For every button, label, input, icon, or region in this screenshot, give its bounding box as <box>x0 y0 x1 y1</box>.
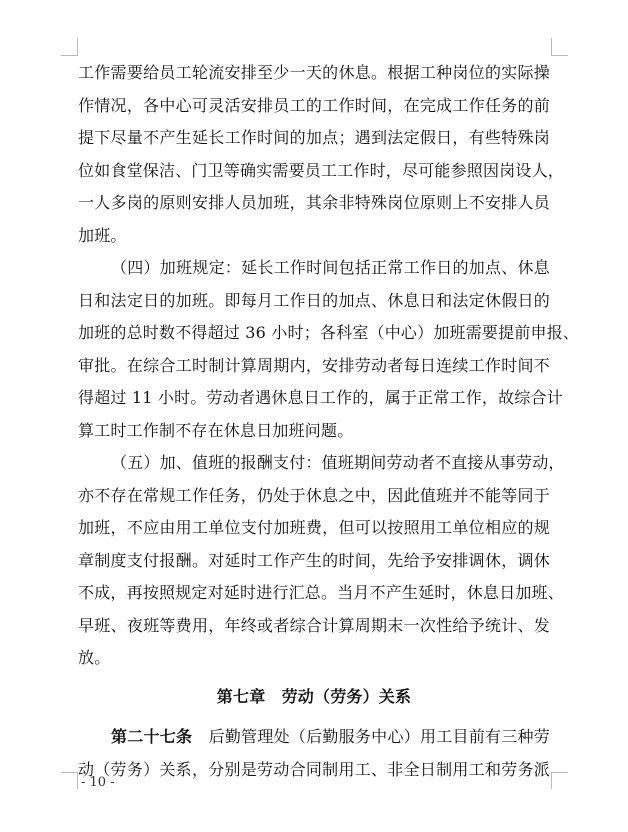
crop-mark-top-left-h <box>61 55 78 56</box>
page-number: - 10 - <box>81 775 115 790</box>
text-line <box>78 721 550 754</box>
text-line: 位如食堂保洁、门卫等确实需要员工工作时，尽可能参照因岗设人， <box>78 160 565 180</box>
article-label: 第二十七条 <box>111 727 193 746</box>
text-line: 日和法定日的加班。即每月工作日的加点、休息日和法定休假日的 <box>78 290 550 310</box>
paragraph-duty-payment <box>78 447 565 675</box>
crop-mark-bottom-right-h <box>551 772 568 773</box>
text-line: 亦不存在常规工作任务，仍处于休息之中，因此值班并不能等同于 <box>78 485 550 505</box>
text-line: 得超过 11 小时。劳动者遇休息日工作的，属于正常工作，故综合计 <box>78 388 563 407</box>
text-line: 算工时工作制不存在休息日加班问题。 <box>78 420 354 440</box>
text-line: 作情况，各中心可灵活安排员工的工作时间，在完成工作任务的前 <box>78 95 550 115</box>
text-line: （四）加班规定：延长工作时间包括正常工作日的加点、休息 <box>111 258 550 277</box>
text-line: 放。 <box>78 648 111 667</box>
text-line: （五）加、值班的报酬支付：值班期间劳动者不直接从事劳动， <box>111 453 565 472</box>
text-line: 加班。 <box>78 225 127 245</box>
crop-mark-bottom-right-v <box>551 772 552 789</box>
crop-mark-top-right-v <box>551 38 552 55</box>
article-text: 后勤管理处（后勤服务中心）用工目前有三种劳 <box>192 727 550 746</box>
chapter-title: 第七章 劳动（劳务）关系 <box>216 686 412 706</box>
text-line: 章制度支付报酬。对延时工作产生的时间，先给予安排调休，调休 <box>78 550 550 570</box>
crop-mark-top-right-h <box>551 55 568 56</box>
crop-mark-bottom-left-h <box>61 772 78 773</box>
text-line: 工作需要给员工轮流安排至少一天的休息。根据工种岗位的实际操 <box>78 63 550 82</box>
text-line: 审批。在综合工时制计算周期内，安排劳动者每日连续工作时间不 <box>78 355 550 375</box>
text-line: 加班的总时数不得超过 36 小时；各科室（中心）加班需要提前申报、 <box>78 323 580 342</box>
text-line: 提下尽量不产生延长工作时间的加点；遇到法定假日，有些特殊岗 <box>78 128 550 147</box>
text-line: 早班、夜班等费用，年终或者综合计算周期末一次性给予统计、发 <box>78 615 550 635</box>
text-line: 加班，不应由用工单位支付加班费，但可以按照用工单位相应的规 <box>78 518 550 537</box>
text-line: 一人多岗的原则安排人员加班，其余非特殊岗位原则上不安排人员 <box>78 193 550 212</box>
article-27 <box>78 721 550 786</box>
text-line: 动（劳务）关系，分别是劳动合同制用工、非全日制用工和劳务派 <box>78 759 550 779</box>
paragraph-rest-schedule <box>78 57 565 252</box>
text-line: 不成，再按照规定对延时进行汇总。当月不产生延时，休息日加班、 <box>78 583 565 602</box>
crop-mark-top-left-v <box>77 38 78 55</box>
paragraph-overtime-rules <box>78 252 580 447</box>
document-body <box>78 57 580 786</box>
